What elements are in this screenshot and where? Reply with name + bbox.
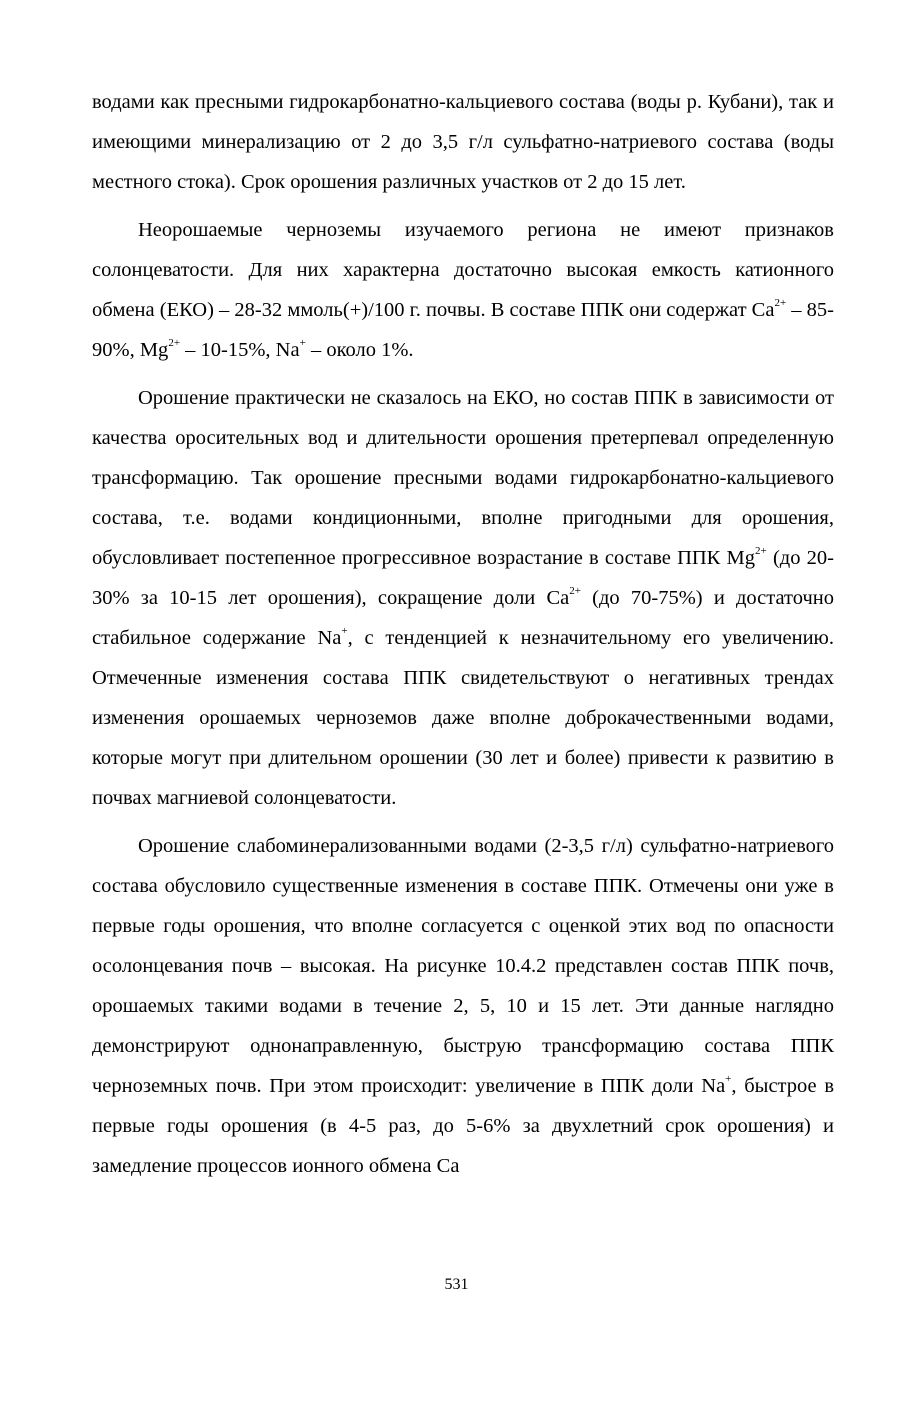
superscript: 2+ <box>774 297 787 310</box>
text-run: (до 70-75%) и достаточно стабильное содержание Na <box>92 587 835 649</box>
paragraph <box>92 210 834 370</box>
text-run: – около 1%. <box>305 339 414 361</box>
text-run: – 85-90%, Mg <box>92 299 834 361</box>
superscript: + <box>299 337 306 350</box>
page-number: 531 <box>444 1276 469 1293</box>
superscript: 2+ <box>569 585 581 598</box>
text-run: Орошение слабоминерализованными водами (2-3,5 г/л) сульфатно-натриевого состава обусловило существенные изменения в составе ППК. Отмечены они уже в первые годы орошения, что вполне согласуется с оценкой этих вод по опасности осолонцевания почв – высокая. На рисунке 10.4.2 представлен состав ППК почв, орошаемых такими водами в течение 2, 5, 10 и 15 лет. Эти данные наглядно демонстрируют однонаправленную, быструю трансформацию состава ППК черноземных почв. При этом происходит: увеличение в ППК доли Na <box>92 835 834 1097</box>
superscript: 2+ <box>168 337 181 350</box>
paragraph <box>92 378 834 818</box>
text-run: водами как пресными гидрокарбонатно-кальциевого состава (воды р. Кубани), так и имеющими минерализацию от 2 до 3,5 г/л сульфатно-натриевого состава (воды местного стока). Срок орошения различных участков от 2 до 15 лет. <box>92 91 834 193</box>
superscript: + <box>725 1073 732 1086</box>
superscript: + <box>341 625 348 638</box>
text-run: , с тенденцией к незначительному его увеличению. Отмеченные изменения состава ППК свидетельствуют о негативных трендах изменения орошаемых черноземов даже вполне доброкачественными водами, которые могут при длительном орошении (30 лет и более) привести к развитию в почвах магниевой солонцеватости. <box>92 627 834 809</box>
paragraph <box>92 826 834 1186</box>
paragraph <box>92 82 834 202</box>
text-run: , быстрое в первые годы орошения (в 4-5 раз, до 5-6% за двухлетний срок орошения) и замедление процессов ионного обмена Ca <box>92 1075 834 1177</box>
text-run: (до 20-30% за 10-15 лет орошения), сокращение доли Ca <box>92 547 834 609</box>
body-text <box>92 82 834 1194</box>
text-run: Орошение практически не сказалось на ЕКО, но состав ППК в зависимости от качества оросительных вод и длительности орошения претерпевал определенную трансформацию. Так орошение пресными водами гидрокарбонатно-кальциевого состава, т.е. водами кондиционными, вполне пригодными для орошения, обусловливает постепенное прогрессивное возрастание в составе ППК Mg <box>92 387 834 569</box>
text-run: Неорошаемые черноземы изучаемого региона не имеют признаков солонцеватости. Для них характерна достаточно высокая емкость катионного обмена (ЕКО) – 28-32 ммоль(+)/100 г. почвы. В составе ППК они содержат Ca <box>92 219 834 321</box>
text-run: – 10-15%, Na <box>180 339 300 361</box>
superscript: 2+ <box>755 545 767 558</box>
